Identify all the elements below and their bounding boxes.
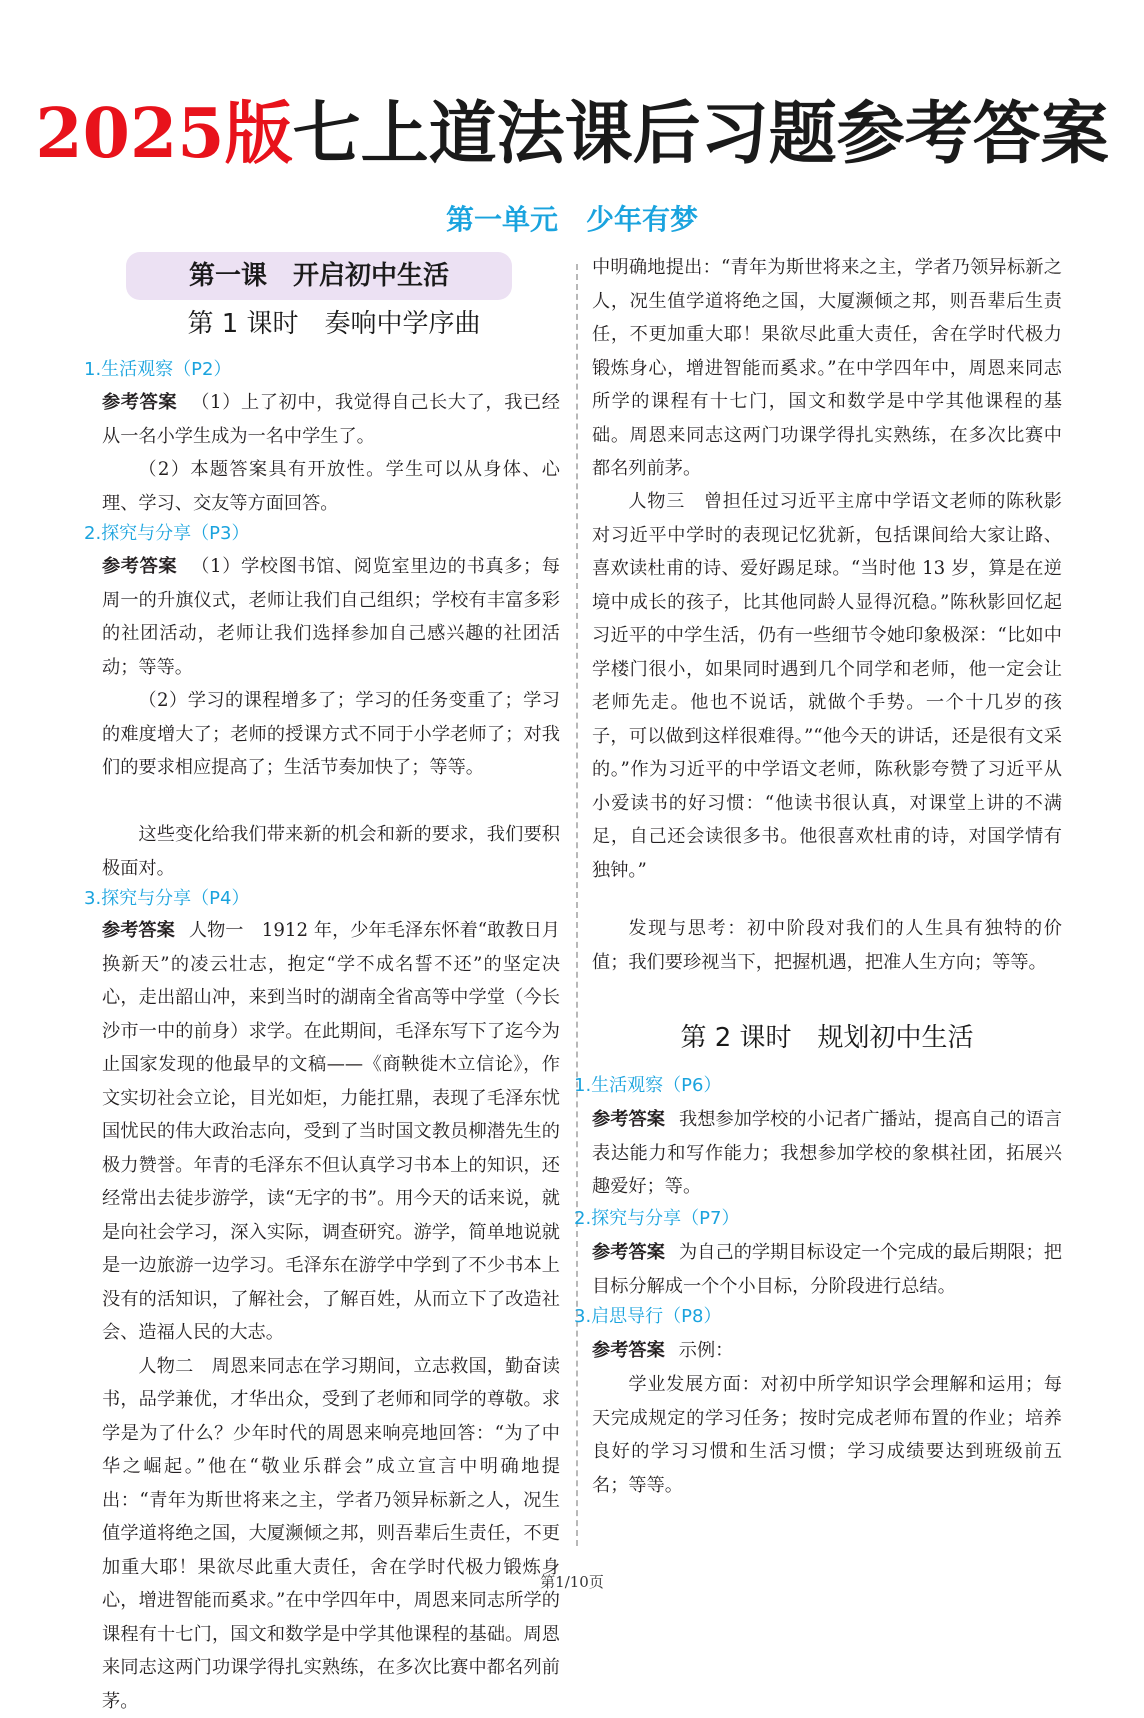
p2-q1-answer [592, 1103, 1062, 1204]
period-1-title: 第 1 课时 奏响中学序曲 [96, 304, 572, 344]
title-highlight: 2025版 [35, 94, 292, 174]
p1-q3-left-clip [102, 914, 560, 1518]
p2-q3-answer-2: 学业发展方面：对初中所学知识学会理解和运用；每天完成规定的学习任务；按时完成老师布置的作业；培养良好的学习习惯和生活习惯；学习成绩要达到班级前五名；等等。 [592, 1368, 1062, 1502]
p1-q1-answer-2: （2）本题答案具有开放性。学生可以从身体、心理、学习、交友等方面回答。 [102, 453, 560, 520]
p2-q2-answer-1: 为自己的学期目标设定一个完成的最后期限；把目标分解成一个个小目标，分阶段进行总结。 [592, 1242, 1062, 1297]
p1-q3-right-clip [592, 251, 1062, 485]
answer-tag: 参考答案 [592, 1340, 665, 1361]
lesson-title: 第一课 开启初中生活 [126, 252, 512, 300]
column-divider [576, 264, 578, 1546]
answer-tag: 参考答案 [592, 1242, 665, 1263]
p1-q1-answer-1: （1）上了初中，我觉得自己长大了，我已经从一名小学生成为一名中学生了。 [102, 392, 560, 447]
p1-q3-answer-3: 人物三 曾担任过习近平主席中学语文老师的陈秋影对习近平中学时的表现记忆犹新，包括课间给大家让路、喜欢读杜甫的诗、爱好踢足球。“当时他 13 岁，算是在逆境中成长的孩子，比其他同龄人显得沉稳。”陈秋影回忆起习近平的中学生活，仍有一些细节令她印象极深：“比如中学楼门很小，如果同时遇到几个同学和老师，他一定会让老师先走。他也不说话，就做个手势。一个十几岁的孩子，可以做到这样很难得。”“他今天的讲话，还是很有文采的。”作为习近平的中学语文老师，陈秋影夸赞了习近平从小爱读书的好习惯：“他读书很认真，对课堂上讲的不满足，自己还会读很多书。他很喜欢杜甫的诗，对国学情有独钟。” [592, 485, 1062, 887]
p2-q2-answer [592, 1236, 1062, 1303]
p2-q1-heading: 1.生活观察（P6） [574, 1071, 721, 1101]
p1-q2-answer [102, 550, 560, 684]
p1-q3-answer-2-continued: 中明确地提出：“青年为斯世将来之主，学者乃领异标新之人，况生值学道将绝之国，大厦濒倾之邦，则吾辈后生责任，不更加重大耶！果欲尽此重大责任，舍在学时代极力锻炼身心，增进智能而奚求。”在中学四年中，周恩来同志所学的课程有十七门，国文和数学是中学其他课程的基础。周恩来同志这两门功课学得扎实熟练，在多次比赛中都名列前茅。 [592, 251, 1062, 486]
period-2-title: 第 2 课时 规划初中生活 [592, 1018, 1062, 1058]
p1-q3-answer-1: 人物一 1912 年，少年毛泽东怀着“敢教日月换新天”的凌云壮志，抱定“学不成名誓不还”的坚定决心，走出韶山冲，来到当时的湖南全省高等中学堂（今长沙市一中的前身）求学。在此期间，毛泽东写下了迄今为止国家发现的他最早的文稿——《商鞅徙木立信论》，作文实切社会立论，目光如炬，力能扛鼎，表现了毛泽东忧国忧民的伟大政治志向，受到了当时国文教员柳潜先生的极力赞誉。年青的毛泽东不但认真学习书本上的知识，还经常出去徒步游学，读“无字的书”。用今天的话来说，就是向社会学习，深入实际，调查研究。游学，简单地说就是一边旅游一边学习。毛泽东在游学中学到了不少书本上没有的活知识，了解社会，了解百姓，从而立下了改造社会、造福人民的大志。 [102, 920, 560, 1343]
p1-q3-answer-2: 人物二 周恩来同志在学习期间，立志救国，勤奋读书，品学兼优，才华出众，受到了老师和同学的尊敬。求学是为了什么？少年时代的周恩来响亮地回答：“为了中华之崛起。”他在“敬业乐群会”成立宣言中明确地提出：“青年为斯世将来之主，学者乃领异标新之人，况生值学道将绝之国，大厦濒倾之邦，则吾辈后生责任，不更加重大耶！果欲尽此重大责任，舍在学时代极力锻炼身心，增进智能而奚求。”在中学四年中，周恩来同志所学的课程有十七门，国文和数学是中学其他课程的基础。周恩来同志这两门功课学得扎实熟练，在多次比赛中都名列前茅。 [102, 1350, 560, 1718]
answer-tag: 参考答案 [102, 556, 177, 577]
p2-q1-answer-1: 我想参加学校的小记者广播站，提高自己的语言表达能力和写作能力；我想参加学校的象棋社团，拓展兴趣爱好；等。 [592, 1109, 1062, 1197]
p1-q2-heading: 2.探究与分享（P3） [84, 519, 249, 549]
p1-q1-heading: 1.生活观察（P2） [84, 355, 231, 385]
title-rest: 七上道法课后习题参考答案 [293, 94, 1109, 174]
p1-q3-answer-4: 发现与思考：初中阶段对我们的人生具有独特的价值；我们要珍视当下，把握机遇，把准人生方向；等等。 [592, 912, 1062, 979]
p1-q2-answer-3: 这些变化给我们带来新的机会和新的要求，我们要积极面对。 [102, 818, 560, 885]
unit-title: 第一单元 少年有梦 [0, 200, 1144, 240]
p2-q2-heading: 2.探究与分享（P7） [574, 1204, 739, 1234]
p1-q1-answer [102, 386, 560, 453]
p1-q3-heading: 3.探究与分享（P4） [84, 884, 249, 914]
page-title [0, 84, 1144, 184]
p2-q3-heading: 3.启思导行（P8） [574, 1302, 721, 1332]
p2-q3-answer [592, 1334, 1062, 1368]
p1-q3-answer [102, 914, 560, 1350]
p1-q2-answer-1: （1）学校图书馆、阅览室里边的书真多；每周一的升旗仪式，老师让我们自己组织；学校有丰富多彩的社团活动，老师让我们选择参加自己感兴趣的社团活动；等等。 [102, 556, 560, 678]
answer-tag: 参考答案 [592, 1109, 665, 1130]
page-number: 第1/10页 [0, 1570, 1144, 1594]
p1-q2-answer-2: （2）学习的课程增多了；学习的任务变重了；学习的难度增大了；老师的授课方式不同于小学老师了；对我们的要求相应提高了；生活节奏加快了；等等。 [102, 684, 560, 785]
answer-tag: 参考答案 [102, 920, 175, 941]
answer-tag: 参考答案 [102, 392, 177, 413]
p2-q3-answer-1: 示例： [679, 1340, 734, 1361]
